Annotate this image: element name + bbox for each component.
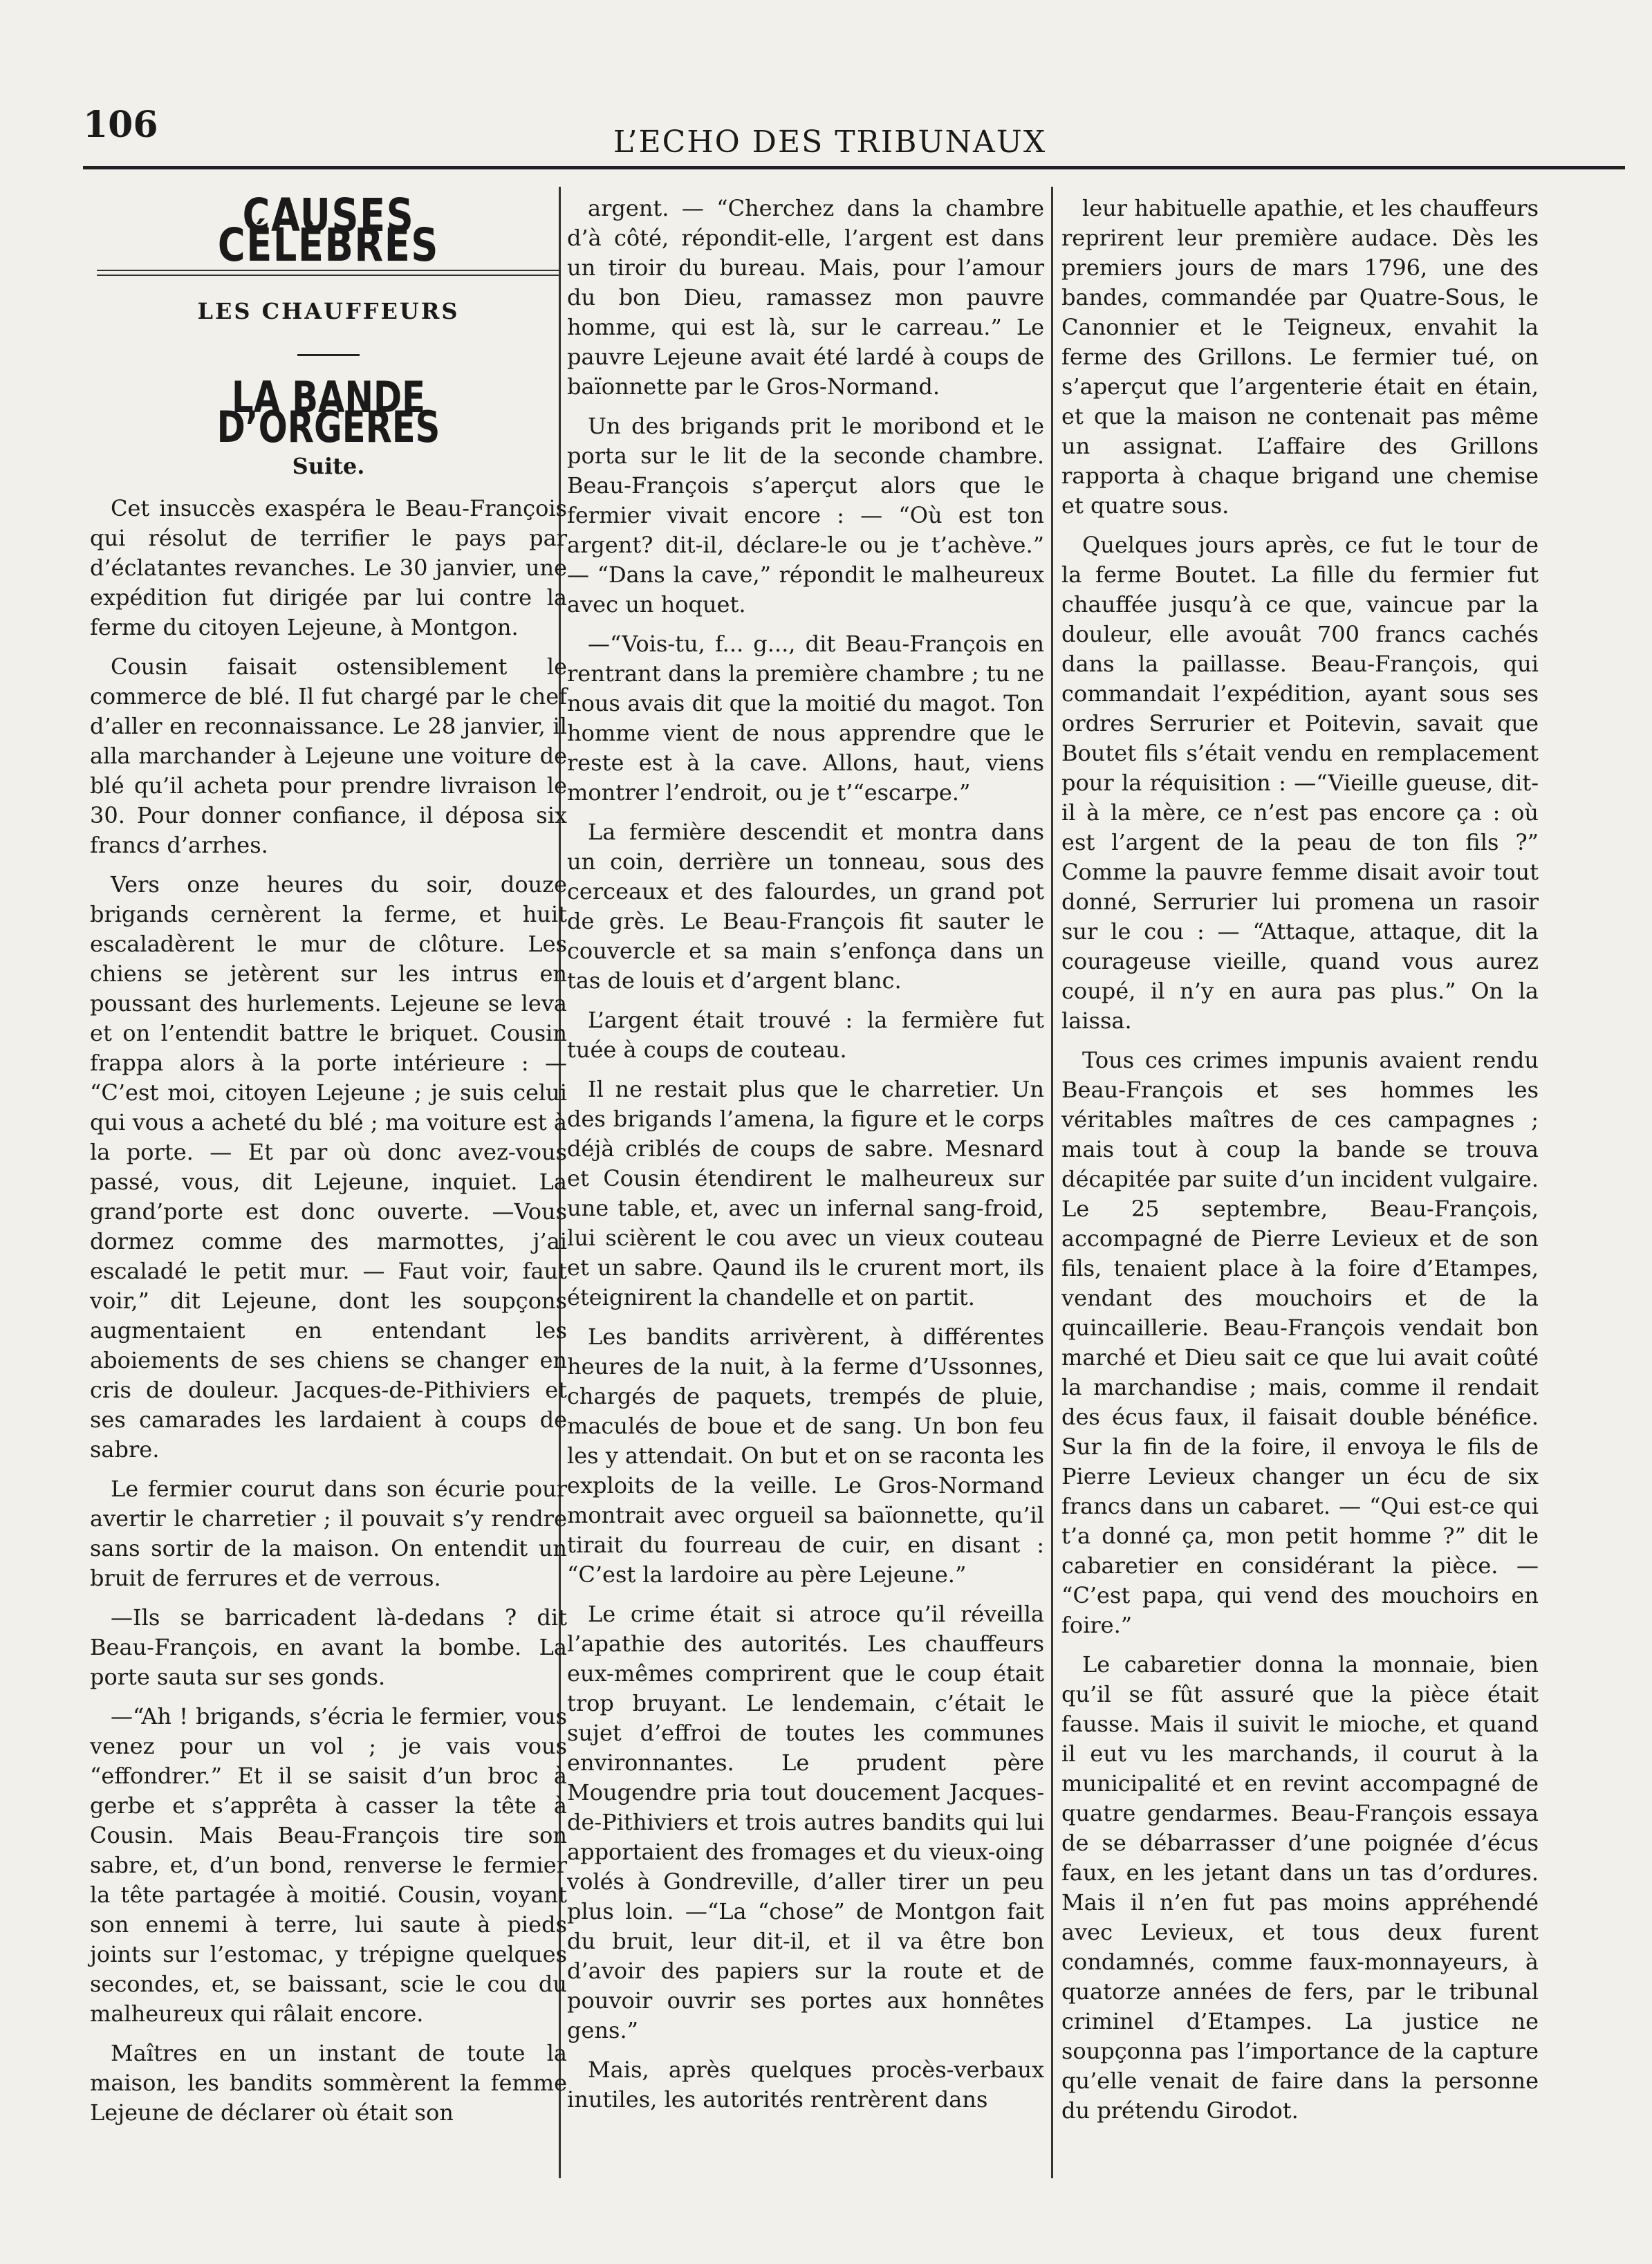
column-1 xyxy=(90,189,567,2137)
page-header xyxy=(76,104,1404,166)
paragraph: Maîtres en un instant de toute la maison, les bandits sommèrent la femme Lejeune de déclarer où était son xyxy=(90,2040,567,2126)
paragraph: L’argent était trouvé : la fermière fut tuée à coups de couteau. xyxy=(567,1007,1044,1063)
paragraph: Le fermier courut dans son écurie pour avertir le charretier ; il pouvait s’y rendre sans sortir de la maison. On entendit un bruit de ferrures et de verrous. xyxy=(90,1476,567,1591)
short-rule xyxy=(297,354,360,356)
paragraph: —“Ah ! brigands, s’écria le fermier, vous venez pour un vol ; je vais vous “effondrer.” Et il se saisit d’un broc à gerbe et s’apprêta à casser la tête à Cousin. Mais Beau-François tire son sabre, et, d’un bond, renverse le fermier la tête partagée à moitié. Cousin, voyant son ennemi à terre, lui saute à pieds joints sur l’estomac, y trépigne quelques secondes, et, se baissant, scie le cou du malheureux qui râlait encore. xyxy=(90,1703,567,2027)
paragraph: —Ils se barricadent là-dedans ? dit Beau-François, en avant la bombe. La porte sauta sur ses gonds. xyxy=(90,1604,567,1690)
journal-title: L’ECHO DES TRIBUNAUX xyxy=(613,124,1047,160)
paragraph: Il ne restait plus que le charretier. Un des brigands l’amena, la figure et le corps déjà criblés de coups de sabre. Mesnard et Cousin étendirent le malheureux sur une table, et, avec un infernal sang-froid, lui scièrent le cou avec un vieux couteau et un sabre. Qaund ils le crurent mort, ils éteignirent la chandelle et on partit. xyxy=(567,1076,1044,1310)
paragraph: Quelques jours après, ce fut le tour de la ferme Boutet. La fille du fermier fut chauffée jusqu’à ce que, vaincue par la douleur, elle avouât 700 francs cachés dans la paillasse. Beau-François, qui commandait l’expédition, ayant sous ses ordres Serrurier et Poitevin, savait que Boutet fils s’était vendu en remplacement pour la réquisition : —“Vieille gueuse, dit-il à la mère, ce n’est pas encore ça : où est l’argent de la peau de ton fils ?” Comme la pauvre femme disait avoir tout donné, Serrurier lui promena un rasoir sur le cou : — “Attaque, attaque, dit la courageuse vieille, quand vous aurez coupé, il n’y en aura pas plus.” On la laissa. xyxy=(1061,532,1539,1034)
paragraph: Les bandits arrivèrent, à différentes heures de la nuit, à la ferme d’Ussonnes, chargés de paquets, trempés de pluie, maculés de boue et de sang. Un bon feu les y attendait. On but et on se raconta les exploits de la veille. Le Gros-Normand montrait avec orgueil sa baïonnette, qu’il tirait du fourreau de cuir, en disant : “C’est la lardoire au père Lejeune.” xyxy=(567,1324,1044,1588)
paragraph: Cousin faisait ostensiblement le commerce de blé. Il fut chargé par le chef d’aller en reconnaissance. Le 28 janvier, il alla marchander à Lejeune une voiture de blé qu’il acheta pour prendre livraison le 30. Pour donner confiance, il déposa six francs d’arrhes. xyxy=(90,653,567,858)
paragraph: Tous ces crimes impunis avaient rendu Beau-François et ses hommes les véritables maîtres de ces campagnes ; mais tout à coup la bande se trouva décapitée par suite d’un incident vulgaire. Le 25 septembre, Beau-François, accompagné de Pierre Levieux et de son fils, tenaient place à la foire d’Etampes, vendant des mouchoirs et de la quincaillerie. Beau-François vendait bon marché et Dieu sait ce que lui avait coûté la marchandise ; mais, comme il rendait des écus faux, il faisait double bénéfice. Sur la fin de la foire, il envoya le fils de Pierre Levieux changer un écu de six francs dans un cabaret. — “Qui est-ce qui t’a donné ça, mon petit homme ?” dit le cabaretier en considérant la pièce. — “C’est papa, qui vend des mouchoirs en foire.” xyxy=(1061,1047,1539,1638)
header-rule xyxy=(83,166,1625,169)
subsection-title: LES CHAUFFEURS xyxy=(197,298,460,324)
column-divider xyxy=(1051,187,1053,2178)
paragraph: leur habituelle apathie, et les chauffeurs reprirent leur première audace. Dès les premiers jours de mars 1796, une des bandes, commandée par Quatre-Sous, le Canonnier et le Teigneux, envahit la ferme des Grillons. Le fermier tué, on s’aperçut que l’argenterie était en étain, et que la maison ne contenait pas même un assignat. L’affaire des Grillons rapporta à chaque brigand une chemise et quatre sous. xyxy=(1061,195,1539,519)
paragraph: Cet insuccès exaspéra le Beau-François qui résolut de terrifier le pays par d’éclatantes revanches. Le 30 janvier, une expédition fut dirigée par lui contre la ferme du citoyen Lejeune, à Montgon. xyxy=(90,495,567,640)
article-title: LA BANDE D’ORGERES xyxy=(216,372,440,452)
paragraph: Un des brigands prit le moribond et le porta sur le lit de la seconde chambre. Beau-François s’aperçut alors que le fermier vivait encore : — “Où est ton argent? dit-il, déclare-le ou je t’achève.” — “Dans la cave,” répondit le malheureux avec un hoquet. xyxy=(567,413,1044,618)
paragraph: Le crime était si atroce qu’il réveilla l’apathie des autorités. Les chauffeurs eux-mêmes comprirent que le coup était trop bruyant. Le lendemain, c’était le sujet d’effroi de toutes les communes environnantes. Le prudent père Mougendre pria tout doucement Jacques-de-Pithiviers et trois autres bandits qui lui apportaient des fromages et du vieux-oing volés à Gondreville, d’aller tirer un peu plus loin. —“La “chose” de Montgon fait du bruit, leur dit-il, et il va être bon d’avoir des papiers sur la route et de pouvoir ouvrir ses portes aux honnêtes gens.” xyxy=(567,1601,1044,2043)
column-3 xyxy=(1061,194,1539,2135)
paragraph: Le cabaretier donna la monnaie, bien qu’il se fût assuré que la pièce était fausse. Mais il suivit le mioche, et quand il eut vu les marchands, il courut à la municipalité et en revint accompagné de quatre gendarmes. Beau-François essaya de se débarrasser d’une poignée d’écus faux, en les jetant dans un tas d’ordures. Mais il n’en fut pas moins appréhendé avec Levieux, et tous deux furent condamnés, comme faux-monnayeurs, à quatorze années de fers, par le tribunal criminel d’Etampes. La justice ne soupçonna pas l’importance de la capture qu’elle venait de faire dans la personne du prétendu Girodot. xyxy=(1061,1651,1539,2124)
paragraph: argent. — “Cherchez dans la chambre d’à côté, répondit-elle, l’argent est dans un tiroir du bureau. Mais, pour l’amour du bon Dieu, ramassez mon pauvre homme, qui est là, sur le carreau.” Le pauvre Lejeune avait été lardé à coups de baïonnette par le Gros-Normand. xyxy=(567,195,1044,400)
continuation-label: Suite. xyxy=(292,453,365,479)
section-title: CAUSES CÉLÈBRES xyxy=(217,189,440,272)
paragraph: —“Vois-tu, f... g..., dit Beau-François en rentrant dans la première chambre ; tu ne nous avais dit que la moitié du magot. Ton homme vient de nous apprendre que le reste est à la cave. Allons, haut, viens montrer l’endroit, ou je t’“escarpe.” xyxy=(567,631,1044,806)
paragraph: La fermière descendit et montra dans un coin, derrière un tonneau, sous des cerceaux et des falourdes, un grand pot de grès. Le Beau-François fit sauter le couvercle et sa main s’enfonça dans un tas de louis et d’argent blanc. xyxy=(567,819,1044,994)
column-2 xyxy=(567,194,1044,2124)
paragraph: Mais, après quelques procès-verbaux inutiles, les autorités rentrèrent dans xyxy=(567,2057,1044,2113)
paragraph: Vers onze heures du soir, douze brigands cernèrent la ferme, et huit escaladèrent le mur de clôture. Les chiens se jetèrent sur les intrus en poussant des hurlements. Lejeune se leva et on l’entendit battre le briquet. Cousin frappa alors à la porte intérieure : — “C’est moi, citoyen Lejeune ; je suis celui qui vous a acheté du blé ; ma voiture est à la porte. — Et par où donc avez-vous passé, vous, dit Lejeune, inquiet. La grand’porte est donc ouverte. —Vous dormez comme des marmottes, j’ai escaladé le petit mur. — Faut voir, faut voir,” dit Lejeune, dont les soupçons augmentaient en entendant les aboiements de ses chiens se changer en cris de douleur. Jacques-de-Pithiviers et ses camarades les lardaient à coups de sabre. xyxy=(90,871,567,1463)
page-number: 106 xyxy=(83,104,158,146)
